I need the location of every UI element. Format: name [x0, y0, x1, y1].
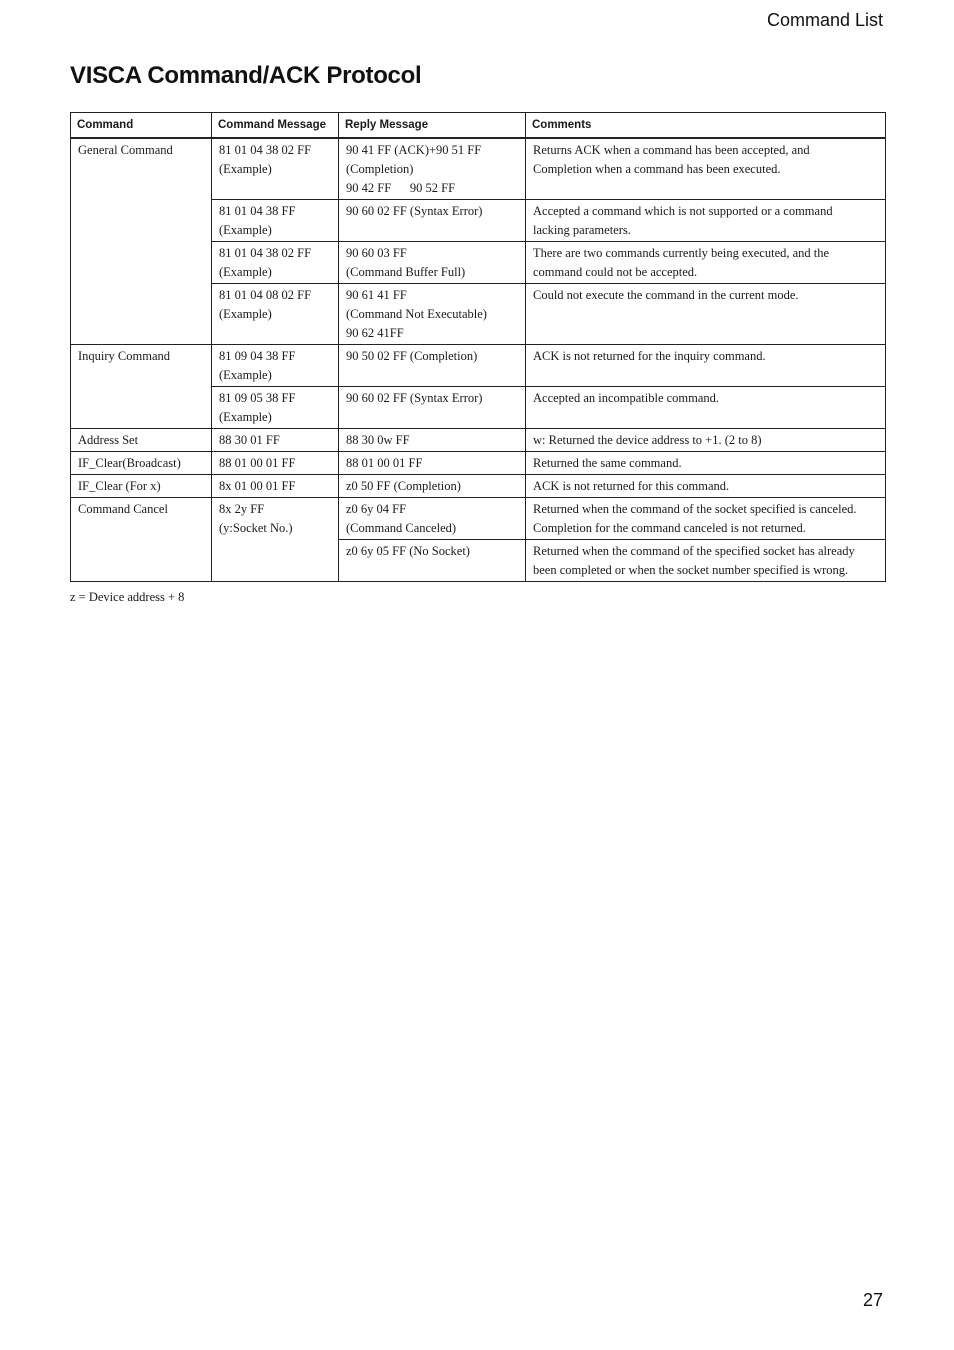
reply-cell: 90 41 FF (ACK)+90 51 FF (Completion) 90 42 FF 90 52 FF — [339, 138, 526, 200]
page-number: 27 — [862, 1290, 883, 1310]
message-cell: 88 01 00 01 FF — [212, 452, 339, 475]
reply-cell: 90 60 03 FF (Command Buffer Full) — [339, 242, 526, 284]
table-row — [71, 498, 886, 540]
column-header-command-message: Command Message — [212, 113, 339, 139]
command-cell: Command Cancel — [71, 498, 212, 582]
message-cell: 81 09 04 38 FF (Example) — [212, 345, 339, 387]
message-cell: 81 01 04 38 02 FF (Example) — [212, 138, 339, 200]
command-cell: IF_Clear (For x) — [71, 475, 212, 498]
table-row — [71, 475, 886, 498]
reply-cell: z0 6y 04 FF (Command Canceled) — [339, 498, 526, 540]
command-cell: Inquiry Command — [71, 345, 212, 429]
comment-cell: ACK is not returned for this command. — [526, 475, 886, 498]
reply-cell: 88 01 00 01 FF — [339, 452, 526, 475]
comment-cell: Returned when the command of the specified socket has already been completed or when the socket number specified is wrong. — [526, 540, 886, 582]
command-cell: IF_Clear(Broadcast) — [71, 452, 212, 475]
message-cell: 8x 01 00 01 FF — [212, 475, 339, 498]
reply-cell: z0 6y 05 FF (No Socket) — [339, 540, 526, 582]
message-cell: 81 01 04 38 02 FF (Example) — [212, 242, 339, 284]
comment-cell: Returned the same command. — [526, 452, 886, 475]
table-row — [71, 345, 886, 387]
message-cell: 81 09 05 38 FF (Example) — [212, 387, 339, 429]
command-cell: Address Set — [71, 429, 212, 452]
visca-command-table — [70, 112, 886, 582]
page-title: VISCA Command/ACK Protocol — [70, 62, 422, 89]
table-row — [71, 429, 886, 452]
reply-cell: 88 30 0w FF — [339, 429, 526, 452]
comment-cell: ACK is not returned for the inquiry command. — [526, 345, 886, 387]
comment-cell: Returned when the command of the socket specified is canceled. Completion for the command canceled is not returned. — [526, 498, 886, 540]
comment-cell: w: Returned the device address to +1. (2 to 8) — [526, 429, 886, 452]
comment-cell: Accepted a command which is not supported or a command lacking parameters. — [526, 200, 886, 242]
column-header-command: Command — [71, 113, 212, 139]
reply-cell: 90 61 41 FF (Command Not Executable) 90 62 41FF — [339, 284, 526, 345]
reply-cell: 90 60 02 FF (Syntax Error) — [339, 200, 526, 242]
reply-cell: 90 50 02 FF (Completion) — [339, 345, 526, 387]
section-header: Command List — [766, 10, 883, 30]
command-cell: General Command — [71, 138, 212, 345]
comment-cell: There are two commands currently being executed, and the command could not be accepted. — [526, 242, 886, 284]
footnote: z = Device address + 8 — [70, 590, 185, 604]
table-row — [71, 452, 886, 475]
table-header-row — [71, 113, 886, 139]
comment-cell: Could not execute the command in the current mode. — [526, 284, 886, 345]
comment-cell: Returns ACK when a command has been accepted, and Completion when a command has been executed. — [526, 138, 886, 200]
column-header-comments: Comments — [526, 113, 886, 139]
message-cell: 81 01 04 38 FF (Example) — [212, 200, 339, 242]
reply-cell: 90 60 02 FF (Syntax Error) — [339, 387, 526, 429]
comment-cell: Accepted an incompatible command. — [526, 387, 886, 429]
message-cell: 88 30 01 FF — [212, 429, 339, 452]
column-header-reply-message: Reply Message — [339, 113, 526, 139]
message-cell: 8x 2y FF (y:Socket No.) — [212, 498, 339, 582]
table-row — [71, 138, 886, 200]
message-cell: 81 01 04 08 02 FF (Example) — [212, 284, 339, 345]
reply-cell: z0 50 FF (Completion) — [339, 475, 526, 498]
